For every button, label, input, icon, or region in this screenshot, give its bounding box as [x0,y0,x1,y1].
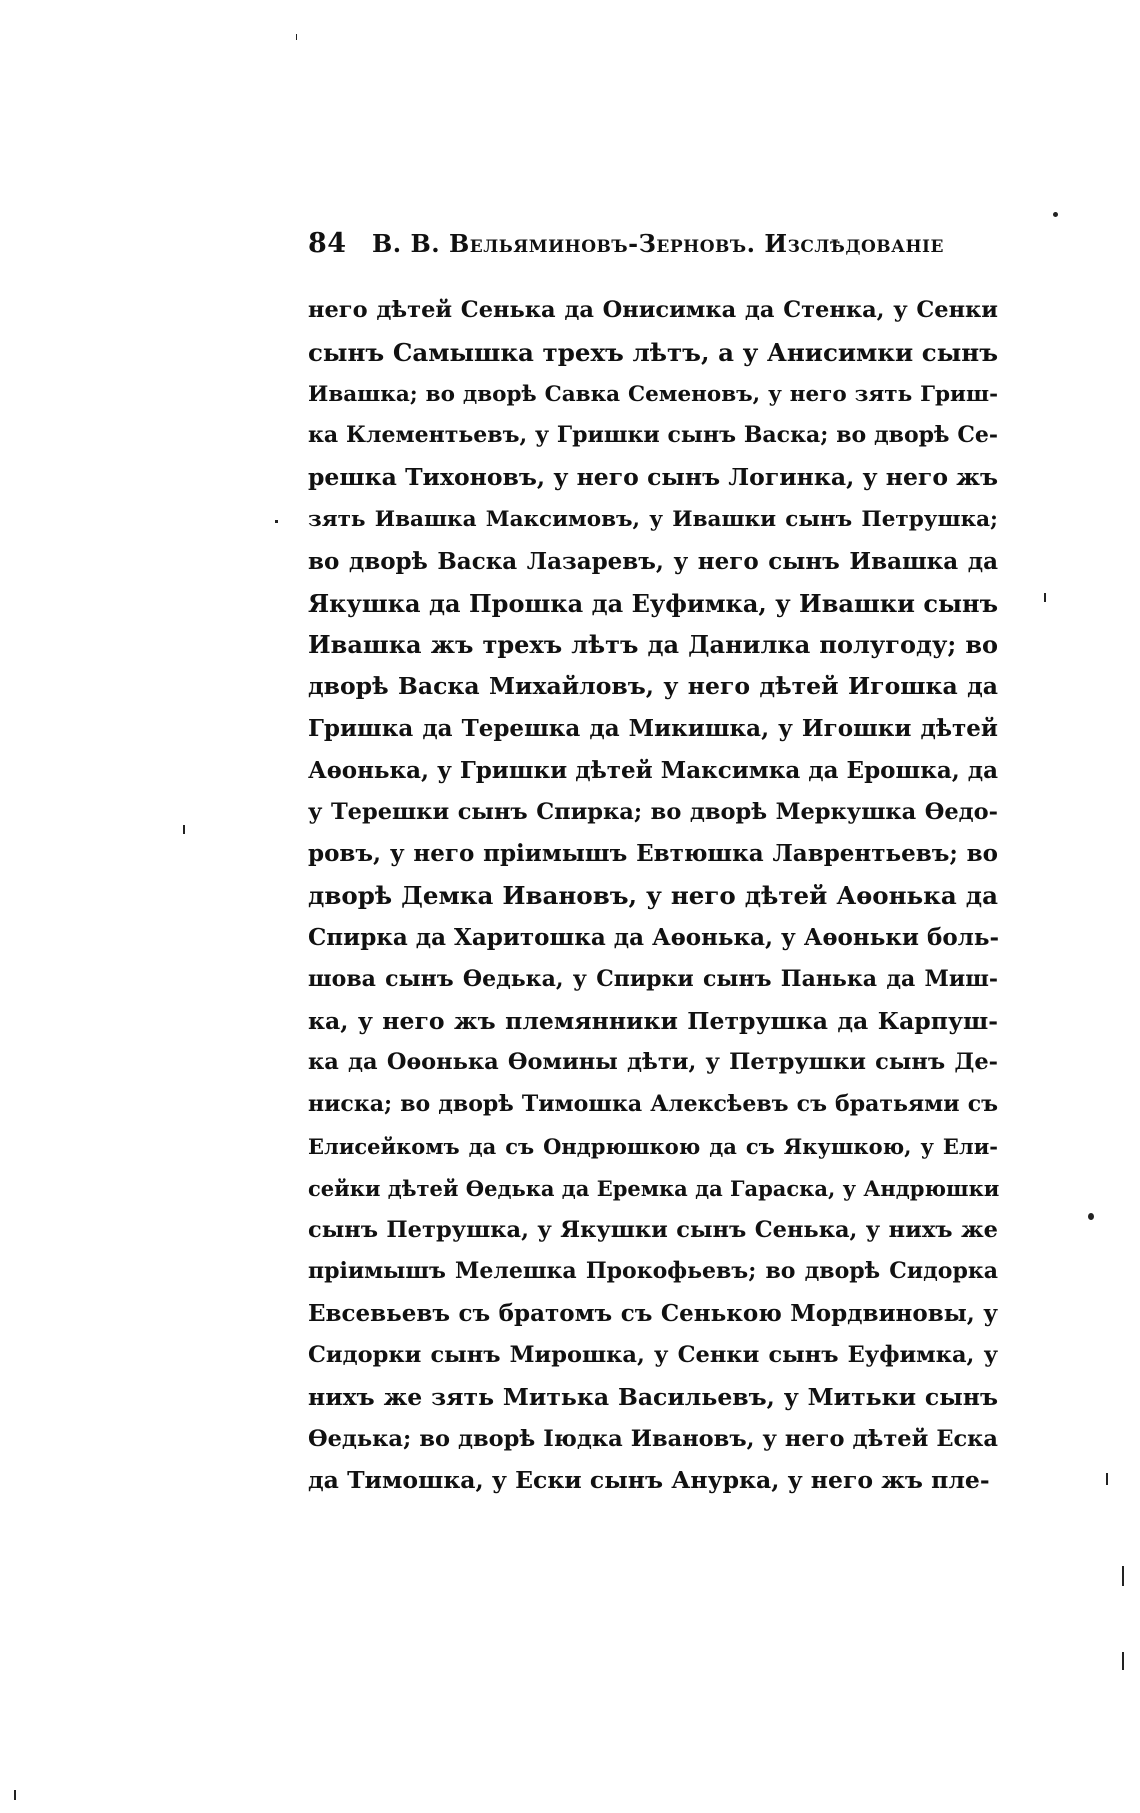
text-line: Спирка да Харитошка да Аѳонька, у Аѳоньки боль- [308,923,1000,951]
text-line: шова сынъ Ѳедька, у Спирки сынъ Панька да Миш- [308,965,998,992]
text-line: сынъ Самышка трехъ лѣтъ, а у Анисимки сынъ [308,337,998,367]
text-line: зять Ивашка Максимовъ, у Ивашки сынъ Петрушка; [308,506,998,532]
text-line: Сидорки сынъ Мирошка, у Сенки сынъ Еуфимка, у [308,1341,998,1368]
text-line: Якушка да Прошка да Еуфимка, у Ивашки сынъ [308,588,998,618]
text-line: Ивашка жъ трехъ лѣтъ да Данилка полугоду; во [308,630,998,660]
scan-speck [1106,1473,1108,1485]
page-number: 84 [308,228,347,259]
text-line: дворѣ Демка Ивановъ, у него дѣтей Аѳонька да [308,881,998,911]
text-line: сейки дѣтей Ѳедька да Еремка да Гараска, у Андрюшки [308,1175,1000,1201]
scan-speck [1088,1213,1094,1220]
scan-speck [14,1790,16,1800]
text-line: во дворѣ Васка Лазаревъ, у него сынъ Ивашка да [308,547,998,575]
scan-speck [1044,593,1046,602]
text-line: решка Тихоновъ, у него сынъ Логинка, у него жъ [308,463,998,492]
text-line: да Тимошка, у Ески сынъ Анурка, у него жъ пле- [308,1466,990,1495]
scan-speck [183,825,185,834]
text-line: ниска; во дворѣ Тимошка Алексѣевъ съ братьями съ [308,1091,998,1118]
scan-speck [1122,1652,1124,1670]
scan-speck [296,34,297,40]
text-line: дворѣ Васка Михайловъ, у него дѣтей Игошка да [308,672,998,701]
text-line: пріимышъ Мелешка Прокофьевъ; во дворѣ Сидорка [308,1258,998,1285]
text-line: Евсевьевъ съ братомъ съ Сенькою Мордвиновы, у [308,1300,998,1328]
text-line: сынъ Петрушка, у Якушки сынъ Сенька, у нихъ же [308,1216,998,1243]
text-line: ка да Оѳонька Ѳомины дѣти, у Петрушки сынъ Де- [308,1049,998,1076]
text-line: Ивашка; во дворѣ Савка Семеновъ, у него зять Гриш- [308,381,998,407]
page-header [308,228,998,268]
running-head: В. В. Вельяминовъ-Зерновъ. Изслѣдованіе [372,229,944,258]
text-line: него дѣтей Сенька да Онисимка да Стенка, у Сенки [308,297,998,323]
text-line: Ѳедька; во дворѣ Іюдка Ивановъ, у него дѣтей Еска [308,1425,998,1452]
text-line: ка Клементьевъ, у Гришки сынъ Васка; во дворѣ Се- [308,422,998,449]
text-line: у Терешки сынъ Спирка; во дворѣ Меркушка Ѳедо- [308,798,998,825]
text-line: Гришка да Терешка да Микишка, у Игошки дѣтей [308,714,998,742]
text-line: Аѳонька, у Гришки дѣтей Максимка да Ерошка, да [308,756,998,784]
text-line: Елисейкомъ да съ Ондрюшкою да съ Якушкою, у Ели- [308,1133,998,1159]
text-line: ровъ, у него пріимышъ Евтюшка Лаврентьевъ; во [308,840,998,868]
scan-speck [1122,1566,1124,1586]
text-line: нихъ же зять Митька Васильевъ, у Митьки сынъ [308,1382,998,1411]
scan-speck [275,520,278,523]
text-line: ка, у него жъ племянники Петрушка да Карпуш- [308,1006,998,1035]
scan-speck [1053,212,1058,217]
body-text [308,290,998,1502]
